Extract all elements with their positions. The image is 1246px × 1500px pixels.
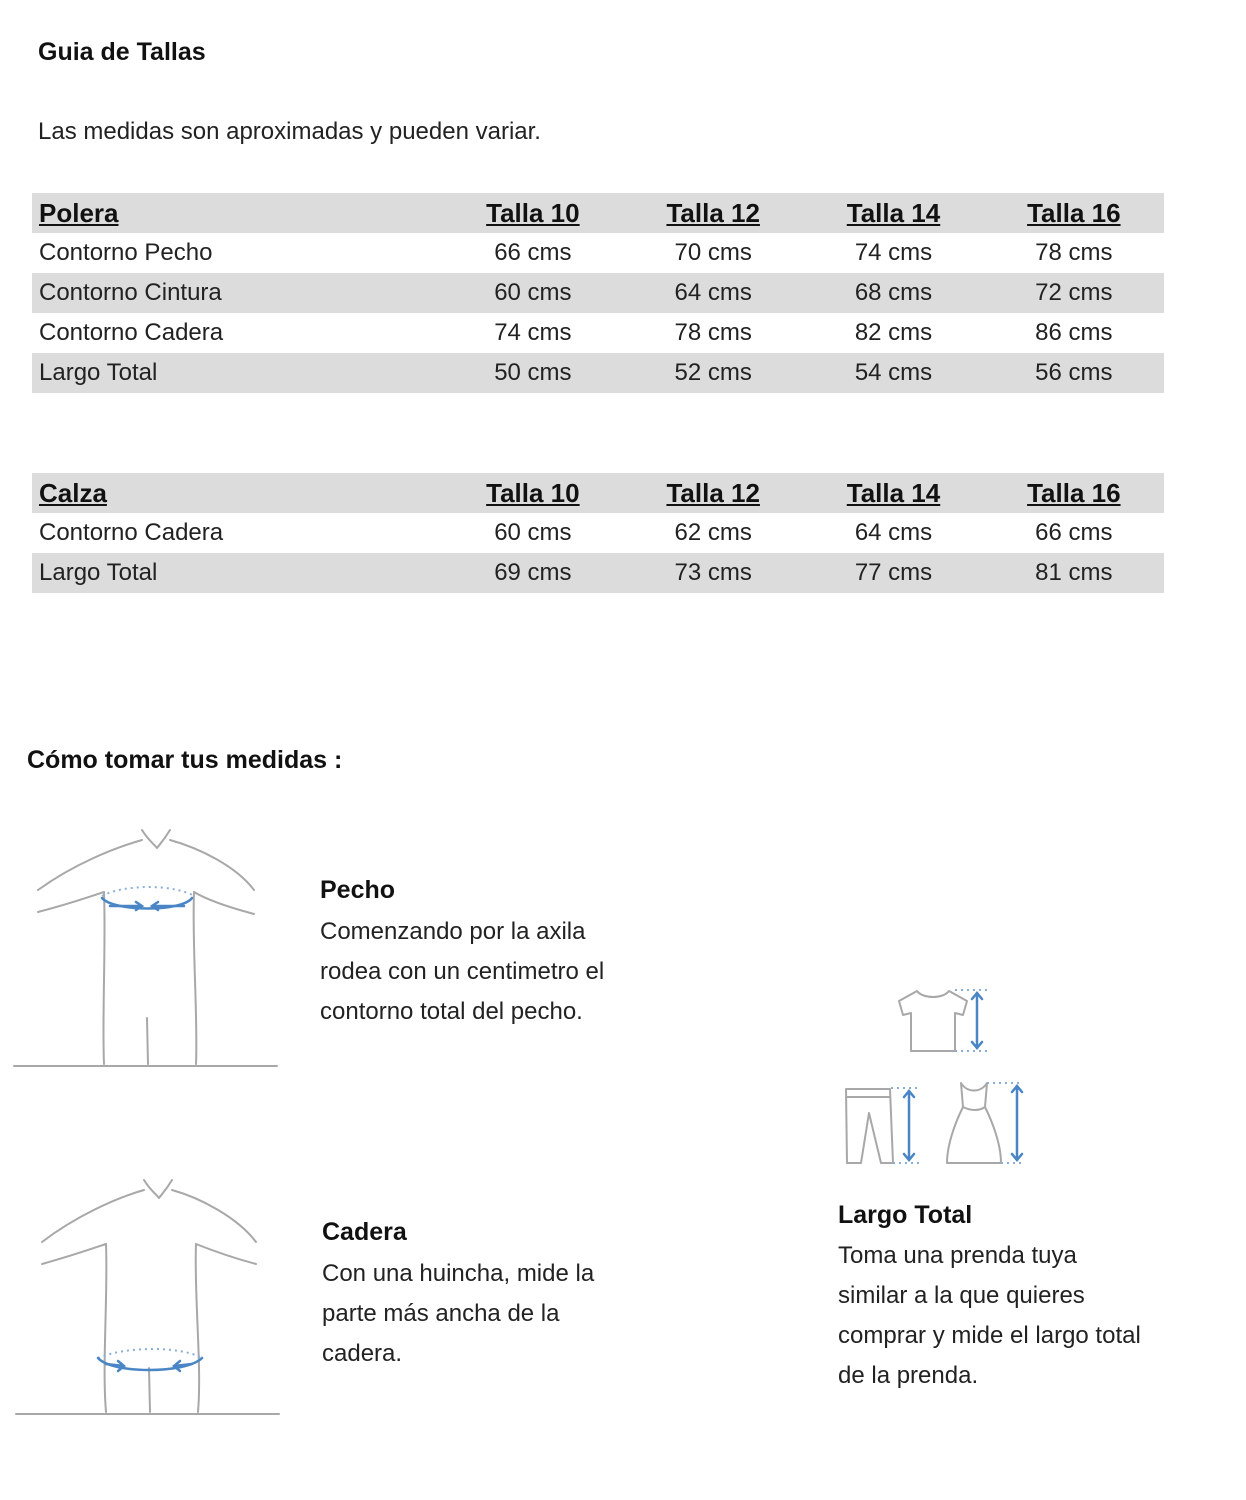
page-title: Guia de Tallas [38, 38, 206, 66]
table-cell: 66 cms [494, 239, 572, 266]
table-cell: 70 cms [674, 239, 752, 266]
row-label: Largo Total [39, 359, 158, 386]
table-cell: 78 cms [1035, 239, 1113, 266]
largo-line: Toma una prenda tuya [838, 1242, 1077, 1269]
table-header-cell: Talla 10 [486, 197, 580, 228]
table-row [32, 553, 1164, 593]
table-cell: 64 cms [854, 519, 933, 546]
table-cell: 68 cms [854, 279, 933, 306]
table-header-row [32, 473, 1164, 513]
table-row [32, 273, 1164, 313]
table-header-cell: Talla 16 [1027, 197, 1121, 228]
table-header-row [32, 193, 1164, 233]
largo-line: comprar y mide el largo total [838, 1322, 1141, 1349]
table-cell: 82 cms [854, 319, 933, 346]
page-subtitle: Las medidas son aproximadas y pueden variar. [38, 118, 541, 145]
largo-line: similar a la que quieres [838, 1282, 1085, 1309]
pecho-description [320, 912, 604, 1032]
table-cell: 69 cms [494, 559, 572, 586]
table-cell: 66 cms [1035, 519, 1113, 546]
table-header-cell: Talla 10 [486, 477, 580, 508]
body-hip-measure-icon [16, 1176, 281, 1421]
table-row [32, 233, 1164, 273]
pecho-line: rodea con un centimetro el [320, 958, 605, 985]
largo-heading: Largo Total [838, 1201, 973, 1229]
polera-size-table [32, 193, 1164, 393]
cadera-description [322, 1254, 594, 1374]
table-cell: 64 cms [674, 279, 752, 306]
table-cell: 52 cms [674, 359, 752, 386]
table-cell: 54 cms [854, 359, 933, 386]
table-row [32, 353, 1164, 393]
table-cell: 86 cms [1035, 319, 1113, 346]
table-header-cell: Talla 14 [846, 477, 941, 508]
table-cell: 74 cms [854, 239, 933, 266]
table-cell: 77 cms [854, 559, 933, 586]
dress-length-icon [943, 1079, 1028, 1169]
table-header-cell: Calza [39, 477, 107, 508]
table-cell: 50 cms [494, 359, 572, 386]
pecho-line: contorno total del pecho. [320, 998, 583, 1025]
table-cell: 60 cms [494, 519, 572, 546]
table-cell: 62 cms [674, 519, 752, 546]
row-label: Contorno Cintura [39, 279, 222, 306]
table-cell: 56 cms [1035, 359, 1113, 386]
table-cell: 72 cms [1035, 279, 1113, 306]
table-header-cell: Talla 12 [666, 197, 760, 228]
largo-description [838, 1236, 1141, 1396]
table-header-cell: Talla 16 [1027, 477, 1121, 508]
table-cell: 74 cms [494, 319, 572, 346]
section-title: Cómo tomar tus medidas : [27, 746, 343, 774]
calza-size-table [32, 473, 1164, 593]
cadera-line: cadera. [322, 1340, 403, 1367]
table-row [32, 313, 1164, 353]
pecho-heading: Pecho [320, 876, 396, 904]
row-label: Contorno Cadera [39, 319, 224, 346]
row-label: Contorno Pecho [39, 239, 213, 266]
row-label: Contorno Cadera [39, 519, 224, 546]
table-cell: 81 cms [1035, 559, 1113, 586]
body-chest-measure-icon [14, 826, 279, 1071]
pants-length-icon [843, 1085, 923, 1167]
tshirt-length-icon [895, 985, 995, 1057]
table-header-cell: Talla 14 [846, 197, 941, 228]
row-label: Largo Total [39, 559, 158, 586]
table-header-cell: Polera [39, 197, 119, 228]
cadera-heading: Cadera [322, 1218, 407, 1246]
table-row [32, 513, 1164, 553]
table-cell: 78 cms [674, 319, 752, 346]
table-cell: 60 cms [494, 279, 572, 306]
table-cell: 73 cms [674, 559, 752, 586]
cadera-line: parte más ancha de la [322, 1300, 560, 1327]
pecho-line: Comenzando por la axila [320, 918, 586, 945]
table-header-cell: Talla 12 [666, 477, 760, 508]
largo-line: de la prenda. [838, 1362, 979, 1389]
cadera-line: Con una huincha, mide la [322, 1260, 595, 1287]
